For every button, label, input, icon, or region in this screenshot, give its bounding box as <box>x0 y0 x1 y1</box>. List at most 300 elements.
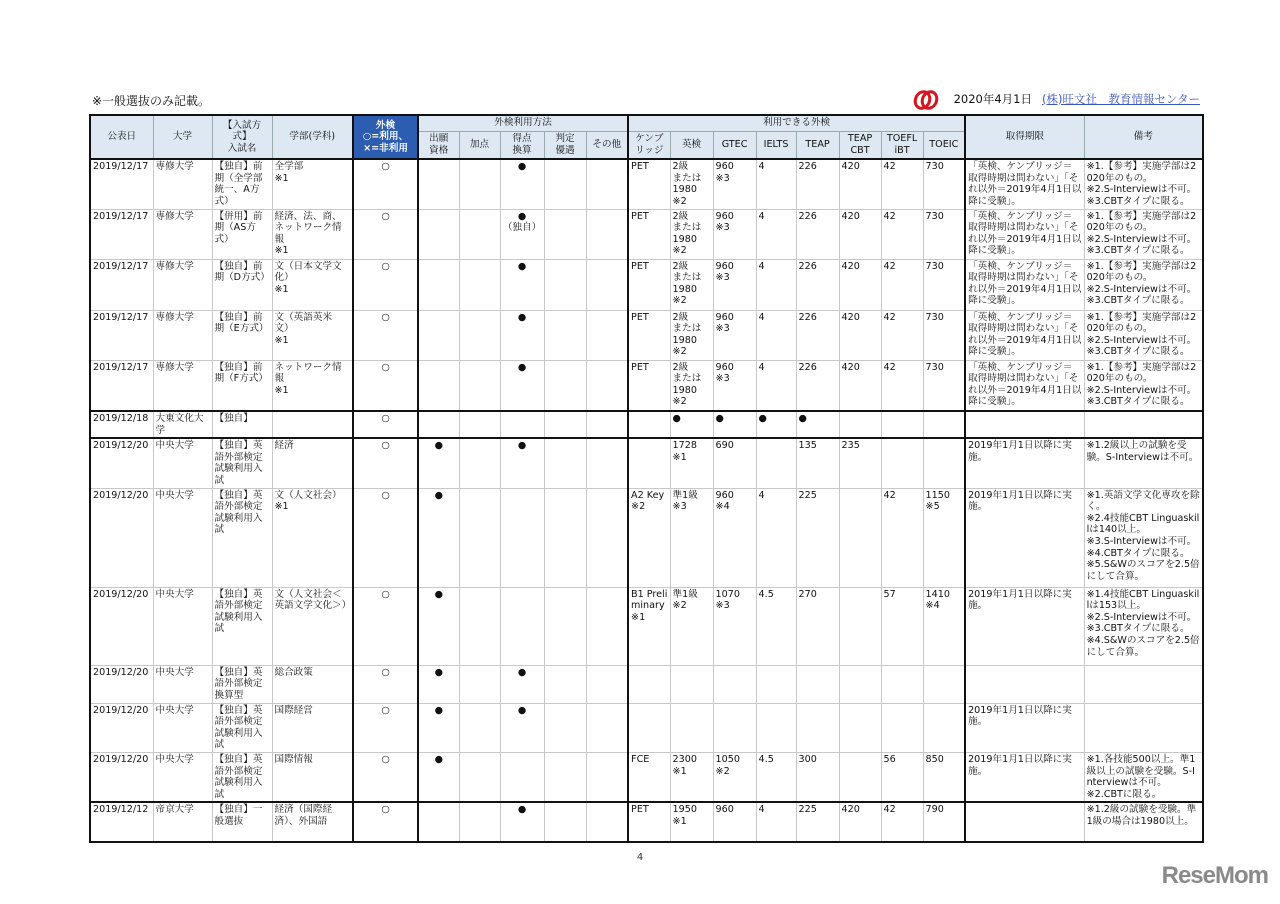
cell-external-test-use: ○ <box>353 411 418 438</box>
cell-external-test-use: ○ <box>353 703 418 752</box>
cell-teap-cbt: 420 <box>839 159 881 209</box>
cell-bonus-points <box>459 360 500 411</box>
cell-other <box>586 488 628 587</box>
cell-judgment-preference <box>544 802 586 842</box>
cell-toeic <box>923 665 965 703</box>
cell-exam-name: 【独自】前期（E方式） <box>212 310 272 360</box>
cell-toefl-ibt: 42 <box>881 209 923 259</box>
cell-judgment-preference <box>544 665 586 703</box>
cell-eiken: 1728 ※1 <box>670 438 713 488</box>
cell-faculty: 国際情報 <box>272 752 353 802</box>
cell-remarks <box>1084 665 1203 703</box>
cell-external-test-use: ○ <box>353 159 418 209</box>
cell-exam-name: 【独自】英語外部検定試験利用入試 <box>212 587 272 665</box>
cell-judgment-preference <box>544 587 586 665</box>
cell-bonus-points <box>459 488 500 587</box>
cell-university: 中央大学 <box>153 703 212 752</box>
cell-acquisition-deadline: 「英検、ケンブリッジ＝取得時期は問わない」「それ以外＝2019年4月1日以降に受験」。 <box>965 159 1084 209</box>
cell-eligibility: ● <box>418 665 459 703</box>
cell-score-conversion: ● <box>500 259 544 310</box>
table-row <box>90 587 1203 665</box>
cell-bonus-points <box>459 310 500 360</box>
cell-eligibility <box>418 310 459 360</box>
cell-gtec: 1050 ※2 <box>713 752 756 802</box>
cell-teap <box>796 665 839 703</box>
cell-toeic: 1410 ※4 <box>923 587 965 665</box>
cell-eiken: 2級 または 1980 ※2 <box>670 360 713 411</box>
column-header-university: 大学 <box>153 115 212 159</box>
column-header-exam-name: 【入試方式】 入試名 <box>212 115 272 159</box>
cell-acquisition-deadline: 「英検、ケンブリッジ＝取得時期は問わない」「それ以外＝2019年4月1日以降に受験」。 <box>965 310 1084 360</box>
cell-announce-date: 2019/12/20 <box>90 438 153 488</box>
column-header-acquisition-deadline: 取得期限 <box>965 115 1084 159</box>
cell-cambridge <box>628 665 670 703</box>
cell-judgment-preference <box>544 752 586 802</box>
cell-teap: 225 <box>796 488 839 587</box>
table-row <box>90 438 1203 488</box>
cell-announce-date: 2019/12/17 <box>90 209 153 259</box>
cell-announce-date: 2019/12/20 <box>90 752 153 802</box>
cell-external-test-use: ○ <box>353 259 418 310</box>
cell-bonus-points <box>459 159 500 209</box>
column-header-eligibility: 出願 資格 <box>418 131 459 159</box>
cell-gtec: 960 ※3 <box>713 360 756 411</box>
cell-eiken: ● <box>670 411 713 438</box>
cell-toefl-ibt <box>881 703 923 752</box>
cell-other <box>586 752 628 802</box>
cell-announce-date: 2019/12/18 <box>90 411 153 438</box>
cell-external-test-use: ○ <box>353 665 418 703</box>
cell-toefl-ibt <box>881 438 923 488</box>
cell-external-test-use: ○ <box>353 438 418 488</box>
publisher-header <box>914 90 1200 108</box>
exam-table <box>89 114 1204 843</box>
cell-teap-cbt: 420 <box>839 802 881 842</box>
column-header-faculty: 学部(学科) <box>272 115 353 159</box>
cell-exam-name: 【独自】英語外部検定換算型 <box>212 665 272 703</box>
cell-university: 中央大学 <box>153 665 212 703</box>
cell-other <box>586 802 628 842</box>
column-header-bonus-points: 加点 <box>459 131 500 159</box>
cell-university: 中央大学 <box>153 488 212 587</box>
cell-judgment-preference <box>544 159 586 209</box>
cell-eligibility: ● <box>418 752 459 802</box>
cell-gtec <box>713 665 756 703</box>
cell-university: 中央大学 <box>153 752 212 802</box>
cell-teap: 226 <box>796 209 839 259</box>
cell-acquisition-deadline: 2019年1月1日以降に実施。 <box>965 752 1084 802</box>
cell-external-test-use: ○ <box>353 752 418 802</box>
cell-judgment-preference <box>544 703 586 752</box>
cell-cambridge: FCE <box>628 752 670 802</box>
cell-gtec: 960 ※4 <box>713 488 756 587</box>
cell-remarks: ※1.2級以上の試験を受験。S-Interviewは不可。 <box>1084 438 1203 488</box>
cell-university: 大東文化大学 <box>153 411 212 438</box>
cell-remarks: ※1.【参考】実施学部は2020年のもの。 ※2.S-Interviewは不可。 ※3.CBTタイプに限る。 <box>1084 360 1203 411</box>
cell-external-test-use: ○ <box>353 360 418 411</box>
cell-eligibility <box>418 802 459 842</box>
cell-bonus-points <box>459 438 500 488</box>
cell-score-conversion <box>500 488 544 587</box>
cell-exam-name: 【独自】 <box>212 411 272 438</box>
cell-acquisition-deadline: 2019年1月1日以降に実施。 <box>965 488 1084 587</box>
cell-eligibility: ● <box>418 438 459 488</box>
cell-acquisition-deadline: 「英検、ケンブリッジ＝取得時期は問わない」「それ以外＝2019年4月1日以降に受験」。 <box>965 360 1084 411</box>
cell-teap: 300 <box>796 752 839 802</box>
cell-teap: ● <box>796 411 839 438</box>
cell-bonus-points <box>459 703 500 752</box>
cell-external-test-use: ○ <box>353 587 418 665</box>
cell-toefl-ibt: 42 <box>881 802 923 842</box>
cell-teap-cbt <box>839 411 881 438</box>
cell-announce-date: 2019/12/17 <box>90 259 153 310</box>
cell-gtec: 960 ※3 <box>713 310 756 360</box>
table-row <box>90 360 1203 411</box>
cell-remarks: ※1.【参考】実施学部は2020年のもの。 ※2.S-Interviewは不可。 ※3.CBTタイプに限る。 <box>1084 310 1203 360</box>
cell-exam-name: 【独自】前期（D方式） <box>212 259 272 310</box>
cell-toeic: 730 <box>923 159 965 209</box>
cell-toefl-ibt: 42 <box>881 360 923 411</box>
cell-cambridge: PET <box>628 310 670 360</box>
cell-gtec: 960 ※3 <box>713 209 756 259</box>
column-header-ielts: IELTS <box>756 131 796 159</box>
cell-judgment-preference <box>544 488 586 587</box>
cell-ielts: 4 <box>756 259 796 310</box>
cell-toeic: 730 <box>923 310 965 360</box>
cell-teap-cbt: 235 <box>839 438 881 488</box>
column-header-teap: TEAP <box>796 131 839 159</box>
cell-other <box>586 310 628 360</box>
cell-exam-name: 【独自】英語外部検定試験利用入試 <box>212 752 272 802</box>
cell-bonus-points <box>459 802 500 842</box>
cell-eiken <box>670 665 713 703</box>
cell-bonus-points <box>459 665 500 703</box>
cell-judgment-preference <box>544 209 586 259</box>
cell-eligibility <box>418 360 459 411</box>
cell-score-conversion <box>500 587 544 665</box>
cell-announce-date: 2019/12/17 <box>90 360 153 411</box>
cell-score-conversion <box>500 411 544 438</box>
cell-other <box>586 159 628 209</box>
cell-remarks: ※1.2級の試験を受験。準1級の場合は1980以上。 <box>1084 802 1203 842</box>
cell-cambridge: PET <box>628 360 670 411</box>
cell-exam-name: 【独自】英語外部検定試験利用入試 <box>212 703 272 752</box>
cell-toeic: 850 <box>923 752 965 802</box>
cell-external-test-use: ○ <box>353 209 418 259</box>
cell-teap: 226 <box>796 360 839 411</box>
cell-toeic <box>923 438 965 488</box>
cell-teap-cbt <box>839 665 881 703</box>
cell-remarks: ※1.【参考】実施学部は2020年のもの。 ※2.S-Interviewは不可。 ※3.CBTタイプに限る。 <box>1084 159 1203 209</box>
cell-remarks: ※1.4技能CBT Linguaskillは153以上。 ※2.S-Interviewは不可。 ※3.CBTタイプに限る。 ※4.S&Wのスコアを2.5倍にして合算。 <box>1084 587 1203 665</box>
cell-bonus-points <box>459 259 500 310</box>
cell-gtec: 960 ※3 <box>713 259 756 310</box>
cell-teap <box>796 703 839 752</box>
cell-ielts: 4 <box>756 488 796 587</box>
cell-toefl-ibt: 42 <box>881 488 923 587</box>
cell-university: 専修大学 <box>153 209 212 259</box>
cell-exam-name: 【独自】一般選抜 <box>212 802 272 842</box>
cell-teap-cbt: 420 <box>839 360 881 411</box>
cell-eiken: 2級 または 1980 ※2 <box>670 159 713 209</box>
cell-teap-cbt <box>839 587 881 665</box>
table-row <box>90 259 1203 310</box>
column-header-teap-cbt: TEAP CBT <box>839 131 881 159</box>
cell-other <box>586 411 628 438</box>
cell-eligibility <box>418 159 459 209</box>
cell-cambridge: PET <box>628 209 670 259</box>
cell-eiken: 準1級 ※2 <box>670 587 713 665</box>
cell-faculty: ネットワーク情報 ※1 <box>272 360 353 411</box>
cell-announce-date: 2019/12/20 <box>90 587 153 665</box>
cell-other <box>586 360 628 411</box>
cell-score-conversion: ● <box>500 159 544 209</box>
cell-other <box>586 587 628 665</box>
cell-teap: 226 <box>796 259 839 310</box>
table-row <box>90 665 1203 703</box>
cell-announce-date: 2019/12/20 <box>90 665 153 703</box>
cell-faculty: 文（人文社会） ※1 <box>272 488 353 587</box>
table-row <box>90 209 1203 259</box>
publish-date: 2020年4月1日 <box>953 92 1032 106</box>
table-row <box>90 310 1203 360</box>
table-row <box>90 703 1203 752</box>
cell-eligibility: ● <box>418 703 459 752</box>
cell-judgment-preference <box>544 360 586 411</box>
cell-judgment-preference <box>544 411 586 438</box>
cell-other <box>586 438 628 488</box>
cell-teap-cbt: 420 <box>839 209 881 259</box>
cell-remarks: ※1.【参考】実施学部は2020年のもの。 ※2.S-Interviewは不可。 ※3.CBTタイプに限る。 <box>1084 209 1203 259</box>
cell-university: 専修大学 <box>153 360 212 411</box>
cell-eiken: 2級 または 1980 ※2 <box>670 259 713 310</box>
cell-teap-cbt <box>839 752 881 802</box>
cell-faculty: 経済、法、商、ネットワーク情報 ※1 <box>272 209 353 259</box>
cell-ielts: 4 <box>756 310 796 360</box>
cell-ielts <box>756 665 796 703</box>
obunsha-logo-icon <box>914 90 936 108</box>
cell-bonus-points <box>459 209 500 259</box>
cell-ielts: ● <box>756 411 796 438</box>
cell-toefl-ibt <box>881 665 923 703</box>
cell-acquisition-deadline: 「英検、ケンブリッジ＝取得時期は問わない」「それ以外＝2019年4月1日以降に受験」。 <box>965 209 1084 259</box>
cell-eiken <box>670 703 713 752</box>
cell-score-conversion: ● <box>500 665 544 703</box>
column-header-gtec: GTEC <box>713 131 756 159</box>
cell-ielts <box>756 438 796 488</box>
cell-judgment-preference <box>544 438 586 488</box>
cell-eligibility <box>418 411 459 438</box>
cell-eiken: 準1級 ※3 <box>670 488 713 587</box>
cell-score-conversion <box>500 752 544 802</box>
group-header-method: 外検利用方法 <box>418 115 628 131</box>
cell-faculty: 国際経営 <box>272 703 353 752</box>
cell-faculty: 文（人文社会＜英語文学文化＞） <box>272 587 353 665</box>
cell-score-conversion: ● <box>500 360 544 411</box>
cell-acquisition-deadline <box>965 411 1084 438</box>
cell-other <box>586 259 628 310</box>
cell-ielts: 4 <box>756 360 796 411</box>
cell-teap: 226 <box>796 159 839 209</box>
cell-other <box>586 703 628 752</box>
cell-gtec: 960 ※3 <box>713 159 756 209</box>
cell-gtec: ● <box>713 411 756 438</box>
cell-judgment-preference <box>544 310 586 360</box>
cell-cambridge: PET <box>628 159 670 209</box>
cell-faculty: 文（日本文学文化） ※1 <box>272 259 353 310</box>
cell-other <box>586 209 628 259</box>
cell-eligibility: ● <box>418 488 459 587</box>
cell-toeic <box>923 703 965 752</box>
cell-exam-name: 【独自】英語外部検定試験利用入試 <box>212 438 272 488</box>
cell-faculty: 全学部 ※1 <box>272 159 353 209</box>
column-header-other: その他 <box>586 131 628 159</box>
group-header-tests: 利用できる外検 <box>628 115 965 131</box>
cell-university: 専修大学 <box>153 259 212 310</box>
cell-university: 中央大学 <box>153 438 212 488</box>
column-header-announce-date: 公表日 <box>90 115 153 159</box>
cell-score-conversion: ● <box>500 703 544 752</box>
cell-announce-date: 2019/12/12 <box>90 802 153 842</box>
cell-judgment-preference <box>544 259 586 310</box>
cell-teap: 270 <box>796 587 839 665</box>
cell-announce-date: 2019/12/20 <box>90 703 153 752</box>
cell-external-test-use: ○ <box>353 488 418 587</box>
cell-acquisition-deadline: 2019年1月1日以降に実施。 <box>965 587 1084 665</box>
cell-acquisition-deadline: 2019年1月1日以降に実施。 <box>965 703 1084 752</box>
cell-remarks <box>1084 703 1203 752</box>
cell-score-conversion: ● <box>500 802 544 842</box>
cell-exam-name: 【併用】前期（AS方式） <box>212 209 272 259</box>
cell-cambridge: PET <box>628 259 670 310</box>
table-row <box>90 488 1203 587</box>
cell-cambridge: PET <box>628 802 670 842</box>
cell-cambridge <box>628 438 670 488</box>
cell-gtec: 960 <box>713 802 756 842</box>
cell-eiken: 2級 または 1980 ※2 <box>670 310 713 360</box>
cell-cambridge <box>628 703 670 752</box>
cell-faculty <box>272 411 353 438</box>
column-header-toeic: TOEIC <box>923 131 965 159</box>
table-row <box>90 802 1203 842</box>
column-header-cambridge: ケンブ リッジ <box>628 131 670 159</box>
cell-cambridge: A2 Key ※2 <box>628 488 670 587</box>
cell-university: 中央大学 <box>153 587 212 665</box>
column-header-remarks: 備考 <box>1084 115 1203 159</box>
cell-acquisition-deadline: 2019年1月1日以降に実施。 <box>965 438 1084 488</box>
cell-remarks: ※1.【参考】実施学部は2020年のもの。 ※2.S-Interviewは不可。 ※3.CBTタイプに限る。 <box>1084 259 1203 310</box>
cell-acquisition-deadline: 「英検、ケンブリッジ＝取得時期は問わない」「それ以外＝2019年4月1日以降に受験」。 <box>965 259 1084 310</box>
cell-ielts: 4 <box>756 802 796 842</box>
cell-toeic <box>923 411 965 438</box>
header-row <box>90 115 1203 131</box>
cell-remarks: ※1.英語文学文化専攻を除く。 ※2.4技能CBT Linguaskillは140以上。 ※3.S-Interviewは不可。 ※4.CBTタイプに限る。 ※5.S&Wのスコアを2.5倍にして合算。 <box>1084 488 1203 587</box>
cell-external-test-use: ○ <box>353 310 418 360</box>
cell-toeic: 1150 ※5 <box>923 488 965 587</box>
cell-other <box>586 665 628 703</box>
cell-toeic: 730 <box>923 209 965 259</box>
table-row <box>90 411 1203 438</box>
cell-university: 帝京大学 <box>153 802 212 842</box>
column-header-toefl-ibt: TOEFL iBT <box>881 131 923 159</box>
cell-toeic: 730 <box>923 360 965 411</box>
cell-teap-cbt <box>839 488 881 587</box>
cell-eligibility: ● <box>418 587 459 665</box>
cell-teap-cbt: 420 <box>839 310 881 360</box>
column-header-eiken: 英検 <box>670 131 713 159</box>
cell-gtec <box>713 703 756 752</box>
cell-gtec: 1070 ※3 <box>713 587 756 665</box>
table-row <box>90 159 1203 209</box>
cell-eiken: 2級 または 1980 ※2 <box>670 209 713 259</box>
resemom-watermark-logo: ReseMom <box>1161 862 1268 889</box>
cell-exam-name: 【独自】英語外部検定試験利用入試 <box>212 488 272 587</box>
cell-cambridge: B1 Preliminary ※1 <box>628 587 670 665</box>
cell-university: 専修大学 <box>153 310 212 360</box>
cell-faculty: 経済 <box>272 438 353 488</box>
column-header-score-conversion: 得点 換算 <box>500 131 544 159</box>
cell-ielts: 4.5 <box>756 587 796 665</box>
cell-toeic: 790 <box>923 802 965 842</box>
cell-exam-name: 【独自】前期（F方式） <box>212 360 272 411</box>
cell-score-conversion: ● <box>500 310 544 360</box>
cell-teap: 135 <box>796 438 839 488</box>
cell-teap-cbt: 420 <box>839 259 881 310</box>
page-number: 4 <box>636 852 644 863</box>
cell-eligibility <box>418 259 459 310</box>
cell-cambridge <box>628 411 670 438</box>
cell-eiken: 1950 ※1 <box>670 802 713 842</box>
cell-toefl-ibt: 57 <box>881 587 923 665</box>
cell-bonus-points <box>459 587 500 665</box>
cell-eiken: 2300 ※1 <box>670 752 713 802</box>
cell-exam-name: 【独自】前期（全学部統一、A方式） <box>212 159 272 209</box>
table-row <box>90 752 1203 802</box>
cell-announce-date: 2019/12/17 <box>90 310 153 360</box>
cell-acquisition-deadline <box>965 802 1084 842</box>
cell-teap-cbt <box>839 703 881 752</box>
cell-remarks <box>1084 411 1203 438</box>
cell-teap: 225 <box>796 802 839 842</box>
column-header-external-test-use: 外検 ○=利用、 ×=非利用 <box>353 115 418 159</box>
cell-toeic: 730 <box>923 259 965 310</box>
cell-score-conversion: ● <box>500 438 544 488</box>
column-header-judgment-preference: 判定 優遇 <box>544 131 586 159</box>
cell-toefl-ibt: 42 <box>881 310 923 360</box>
cell-toefl-ibt: 42 <box>881 259 923 310</box>
cell-ielts <box>756 703 796 752</box>
cell-acquisition-deadline <box>965 665 1084 703</box>
cell-bonus-points <box>459 411 500 438</box>
cell-ielts: 4.5 <box>756 752 796 802</box>
cell-toefl-ibt: 56 <box>881 752 923 802</box>
cell-toefl-ibt: 42 <box>881 159 923 209</box>
cell-faculty: 文（英語英米文） ※1 <box>272 310 353 360</box>
cell-bonus-points <box>459 752 500 802</box>
cell-faculty: 経済（国際経済）、外国語 <box>272 802 353 842</box>
cell-faculty: 総合政策 <box>272 665 353 703</box>
cell-score-conversion: ● （独自） <box>500 209 544 259</box>
cell-gtec: 690 <box>713 438 756 488</box>
cell-eligibility <box>418 209 459 259</box>
cell-ielts: 4 <box>756 159 796 209</box>
cell-external-test-use: ○ <box>353 802 418 842</box>
note: ※一般選抜のみ記載。 <box>92 94 211 108</box>
cell-announce-date: 2019/12/20 <box>90 488 153 587</box>
cell-announce-date: 2019/12/17 <box>90 159 153 209</box>
publisher-link[interactable]: (株)旺文社 教育情報センター <box>1041 92 1200 106</box>
cell-toefl-ibt <box>881 411 923 438</box>
